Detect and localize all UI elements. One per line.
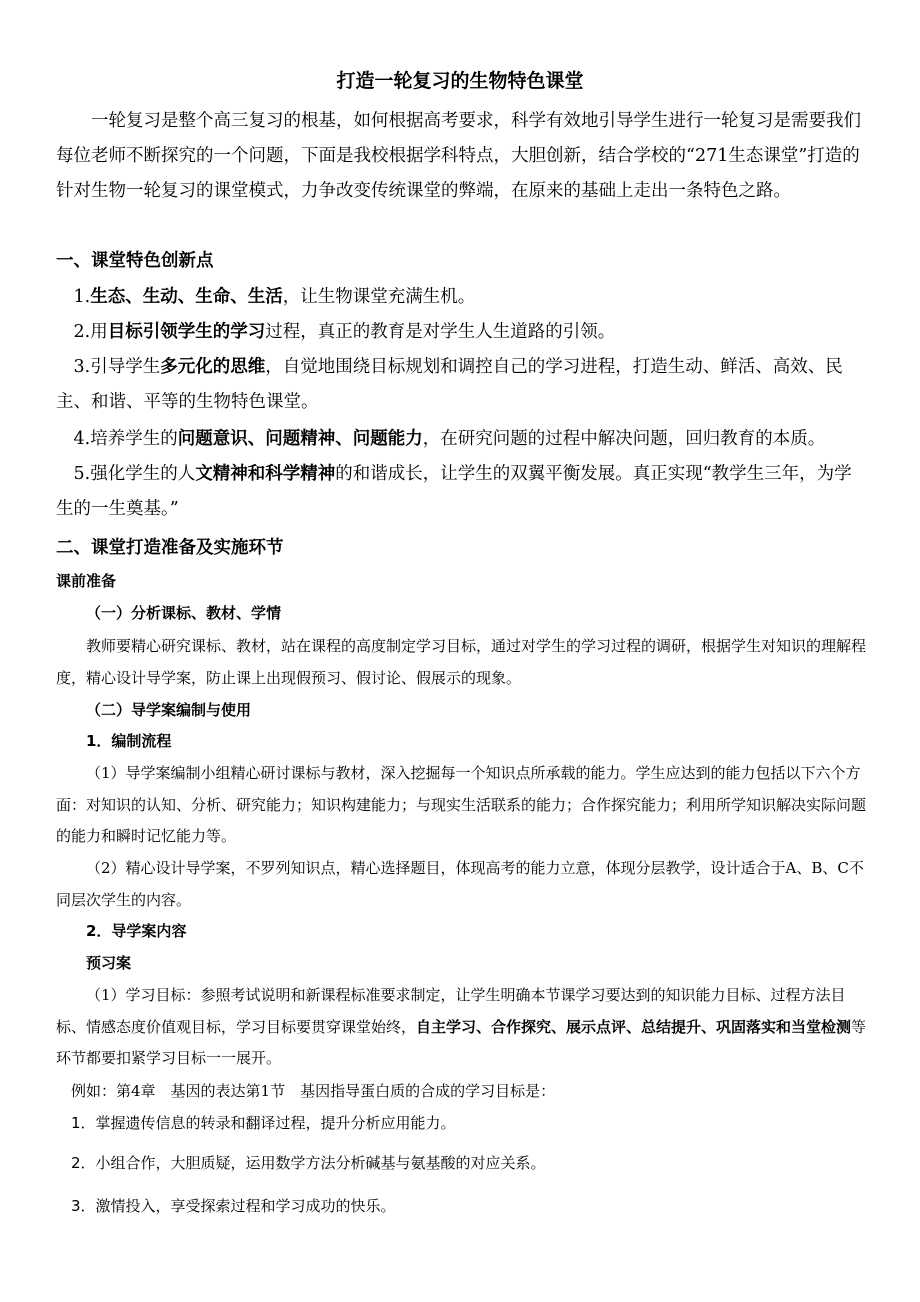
preview-text: （1）学习目标：参照考试说明和新课程标准要求制定，让学生明确本节课学习要达到的知识能力目标、过程方法目标、情感态度价值观目标，学习目标要贯穿课堂始终，	[56, 986, 846, 1036]
item-bold-text: 文精神和科学精神	[195, 464, 336, 484]
learning-goal-2: 2．小组合作，大胆质疑，运用数学方法分析碱基与氨基酸的对应关系。	[71, 1154, 546, 1172]
step-1-heading: 1．编制流程	[86, 732, 172, 750]
item-text: 用	[90, 322, 108, 342]
innovation-item-4	[56, 422, 868, 457]
item-bold-text: 问题意识、问题精神、问题能力	[177, 429, 423, 449]
item-number: 4.	[73, 429, 91, 449]
section-1-heading: 一、课堂特色创新点	[56, 251, 214, 271]
subsection-1-text: 教师要精心研究课标、教材，站在课程的高度制定学习目标，通过对学生的学习过程的调研，根据学生对知识的理解程度，精心设计导学案，防止课上出现假预习、假讨论、假展示的现象。	[56, 637, 867, 687]
item-number: 3.	[73, 357, 91, 377]
subsection-1-heading: （一）分析课标、教材、学情	[86, 604, 282, 622]
example-line: 例如：第4章 基因的表达第1节 基因指导蛋白质的合成的学习目标是：	[71, 1082, 556, 1100]
item-text: 的和谐成长，让学生的双翼平衡发展。真正实现“教学生三年，为学生的一生奠基。”	[56, 464, 852, 519]
preview-heading: 预习案	[86, 954, 132, 972]
prep-heading: 课前准备	[56, 572, 117, 590]
innovation-item-3	[56, 350, 868, 420]
item-text: 培养学生的	[90, 429, 178, 449]
innovation-item-2	[56, 315, 868, 350]
innovation-item-1	[56, 280, 868, 315]
item-text: 强化学生的人	[90, 464, 196, 484]
preview-bold-text: 自主学习、合作探究、展示点评、总结提升、巩固落实和当堂检测	[416, 1017, 852, 1036]
section-2-heading: 二、课堂打造准备及实施环节	[56, 538, 284, 558]
learning-goal-1: 1．掌握遗传信息的转录和翻译过程，提升分析应用能力。	[71, 1114, 456, 1132]
item-number: 2.	[73, 322, 91, 342]
item-text: ，在研究问题的过程中解决问题，回归教育的本质。	[422, 429, 826, 449]
learning-goal-3: 3．激情投入，享受探索过程和学习成功的快乐。	[71, 1197, 396, 1215]
item-text: ，让生物课堂充满生机。	[282, 287, 476, 307]
preview-text: 等环节都要扣紧学习目标一一展开。	[56, 1017, 867, 1067]
step-1-paragraph-2: （2）精心设计导学案，不罗列知识点，精心选择题目，体现高考的能力立意，体现分层教学，设计适合于A、B、C不同层次学生的内容。	[56, 859, 864, 909]
intro-paragraph: 一轮复习是整个高三复习的根基，如何根据高考要求，科学有效地引导学生进行一轮复习是需要我们每位老师不断探究的一个问题，下面是我校根据学科特点，大胆创新，结合学校的“271生态课堂”打造的针对生物一轮复习的课堂模式，力争改变传统课堂的弊端，在原来的基础上走出一条特色之路。	[56, 111, 861, 201]
item-bold-text: 目标引领学生的学习	[107, 322, 266, 342]
item-text: 引导学生	[90, 357, 161, 377]
preview-paragraph	[56, 980, 868, 1075]
step-2-heading: 2．导学案内容	[86, 922, 187, 940]
item-text: 过程，真正的教育是对学生人生道路的引领。	[265, 322, 616, 342]
item-bold-text: 生态、生动、生命、生活	[90, 287, 283, 307]
document-title: 打造一轮复习的生物特色课堂	[336, 70, 584, 92]
item-bold-text: 多元化的思维	[160, 357, 266, 377]
item-text: ，自觉地围绕目标规划和调控自己的学习进程，打造生动、鲜活、高效、民主、和谐、平等的生物特色课堂。	[56, 357, 843, 412]
subsection-2-heading: （二）导学案编制与使用	[86, 701, 252, 719]
item-number: 1.	[73, 287, 91, 307]
innovation-item-5	[56, 457, 868, 527]
step-1-paragraph-1: （1）导学案编制小组精心研讨课标与教材，深入挖掘每一个知识点所承载的能力。学生应达到的能力包括以下六个方面：对知识的认知、分析、研究能力；知识构建能力；与现实生活联系的能力；合作探究能力；利用所学知识解决实际问题的能力和瞬时记忆能力等。	[56, 764, 867, 845]
item-number: 5.	[73, 464, 91, 484]
